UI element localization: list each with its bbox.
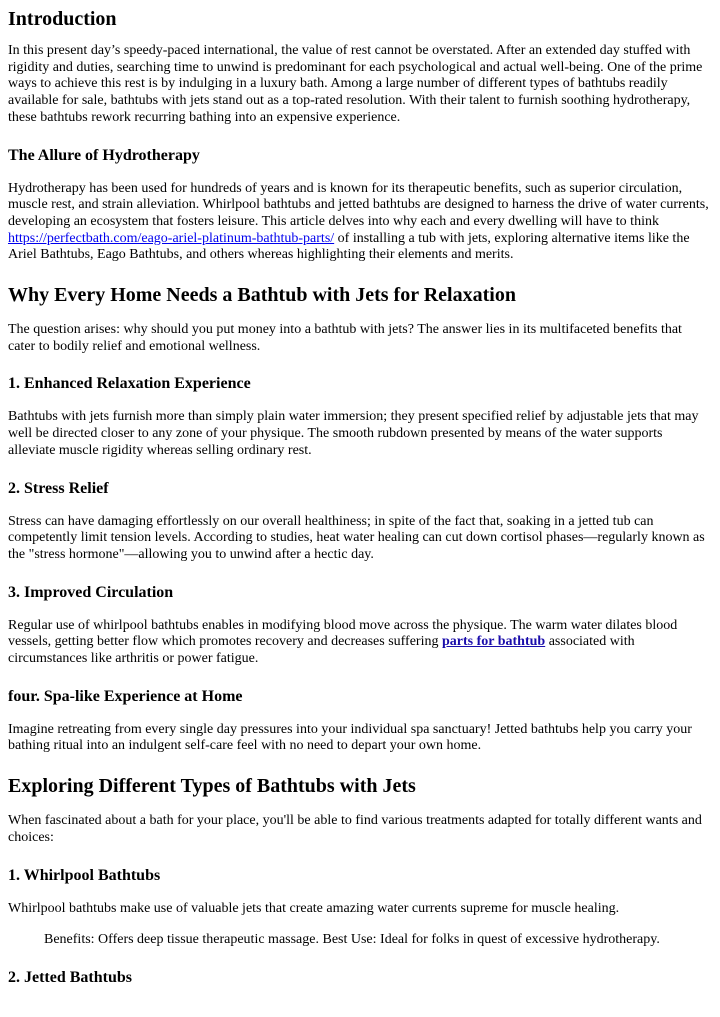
relaxation-paragraph: Bathtubs with jets furnish more than simply plain water immersion; they present specified relief by adjustable jets that may well be directed closer to any zone of your physique. The smooth rubdown presented by means of the water supports alleviate muscle rigidity whereas selling ordinary rest.	[8, 409, 699, 458]
circulation-paragraph	[8, 618, 712, 668]
explore-heading: Exploring Different Types of Bathtubs with Jets	[8, 775, 416, 798]
stress-heading: 2. Stress Relief	[8, 479, 109, 497]
circulation-text-after: associated with circumstances like arthritis or power fatigue.	[8, 634, 635, 667]
parts-for-bathtub-link[interactable]: parts for bathtub	[442, 634, 546, 650]
spa-paragraph: Imagine retreating from every single day pressures into your individual spa sanctuary! Jetted bathtubs help you carry your bathing ritual into an indulgent self-care feel with no need to depart your own home.	[8, 721, 692, 754]
stress-paragraph: Stress can have damaging effortlessly on our overall healthiness; in spite of the fact that, soaking in a jetted tub can competently limit tension levels. According to studies, heat water healing can cut down cortisol phases—regularly known as the "stress hormone"—allowing you to unwind after a hectic day.	[8, 513, 705, 562]
circulation-text-before: Regular use of whirlpool bathtubs enables in modifying blood move across the physique. The warm water dilates blood vessels, getting better flow which promotes recovery and decreases suffering	[8, 617, 678, 650]
explore-paragraph: When fascinated about a bath for your place, you'll be able to find various treatments adapted for totally different wants and choices:	[8, 813, 702, 845]
intro-heading: Introduction	[8, 8, 117, 30]
whirlpool-benefits: Benefits: Offers deep tissue therapeutic massage. Best Use: Ideal for folks in quest of excessive hydrotherapy.	[44, 932, 660, 948]
allure-heading: The Allure of Hydrotherapy	[8, 146, 200, 164]
allure-paragraph	[8, 181, 712, 265]
spa-heading: four. Spa-like Experience at Home	[8, 687, 243, 705]
why-paragraph: The question arises: why should you put money into a bathtub with jets? The answer lies in its multifaceted benefits that cater to bodily relief and emotional wellness.	[8, 322, 682, 354]
intro-paragraph: In this present day’s speedy-paced international, the value of rest cannot be overstated. After an extended day stuffed with rigidity and duties, searching time to unwind is predominant for each psychological and actual well-being. One of the prime ways to achieve this rest is by indulging in a luxury bath. Among a large number of different types of bathtubs readily available for sale, bathtubs with jets stand out as a top-rated resolution. With their talent to furnish soothing hydrotherapy, these bathtubs rework recurring bathing into an expensive experience.	[8, 43, 703, 125]
perfectbath-link[interactable]: https://perfectbath.com/eago-ariel-platinum-bathtub-parts/	[8, 230, 335, 246]
jetted-heading: 2. Jetted Bathtubs	[8, 968, 133, 986]
whirlpool-heading: 1. Whirlpool Bathtubs	[8, 866, 161, 884]
circulation-heading: 3. Improved Circulation	[8, 583, 174, 601]
allure-text-before: Hydrotherapy has been used for hundreds of years and is known for its therapeutic benefits, such as superior circulation, muscle rest, and strain alleviation. Whirlpool bathtubs and jetted bathtubs are designed to harness the drive of water currents, developing an ecosystem that fosters leisure. This article delves into why each and every dwelling will have to think	[8, 180, 709, 229]
why-heading: Why Every Home Needs a Bathtub with Jets for Relaxation	[8, 284, 516, 307]
allure-text-after: of installing a tub with jets, exploring alternative items like the Ariel Bathtubs, Eago Bathtubs, and others whereas highlighting their elements and merits.	[8, 230, 690, 263]
whirlpool-paragraph: Whirlpool bathtubs make use of valuable jets that create amazing water currents supreme for muscle healing.	[8, 900, 620, 916]
relaxation-heading: 1. Enhanced Relaxation Experience	[8, 375, 251, 393]
